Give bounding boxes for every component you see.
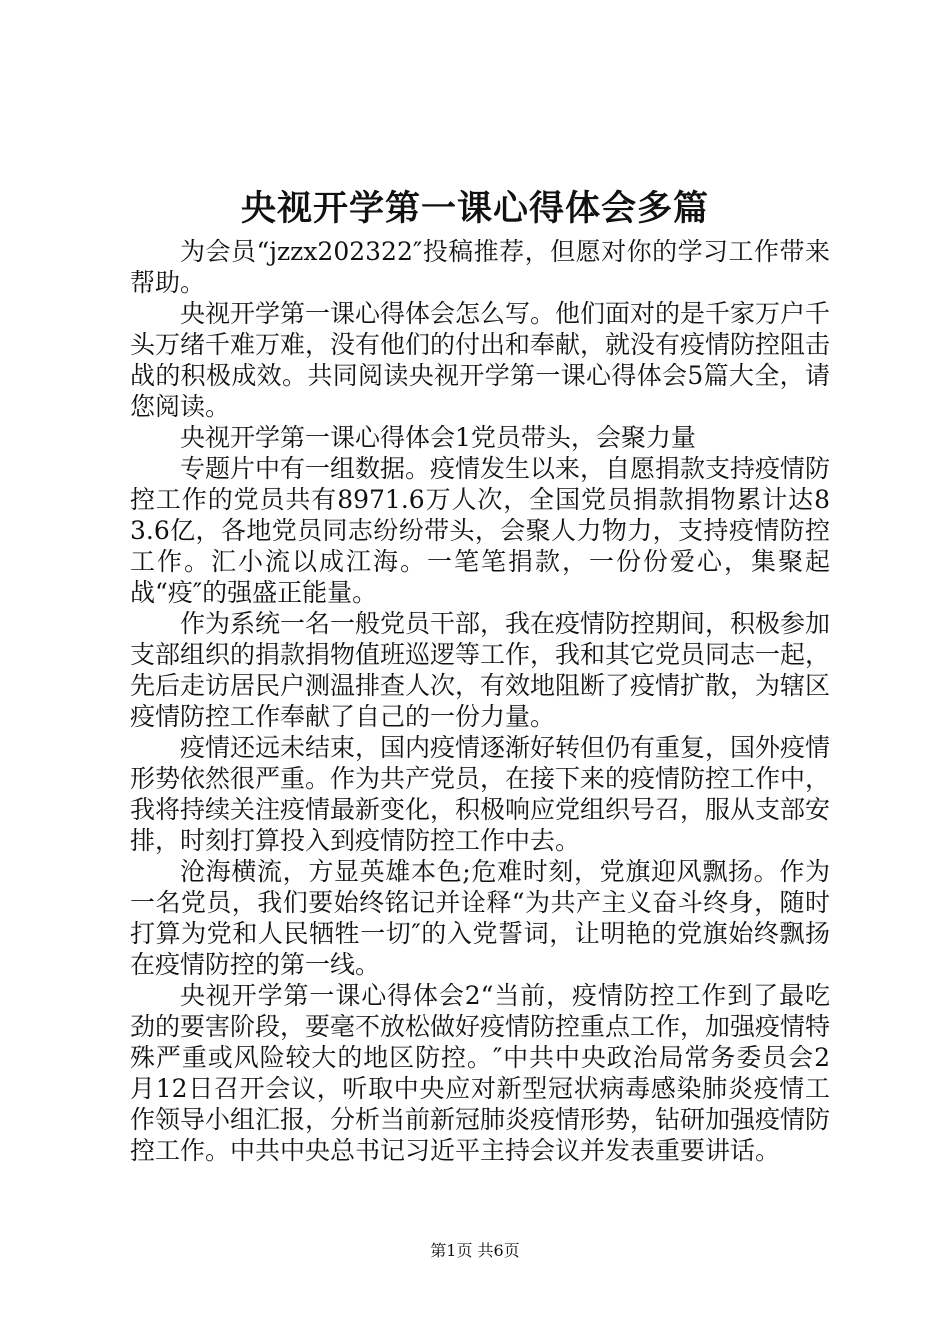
section-heading: 央视开学第一课心得体会1党员带头，会聚力量 <box>180 423 696 452</box>
paragraph: 为会员“jzzx202322″投稿推荐，但愿对你的学习工作带来帮助。 <box>130 237 830 297</box>
paragraph: 疫情还远未结束，国内疫情逐渐好转但仍有重复，国外疫情形势依然很严重。作为共产党员，在接下来的疫情防控工作中，我将持续关注疫情最新变化，积极响应党组织号召，服从支部安排，时刻打算投入到疫情防控工作中去。 <box>130 733 831 855</box>
paragraph: 央视开学第一课心得体会怎么写。他们面对的是千家万户千头万绪千难万难，没有他们的付出和奉献，就没有疫情防控阻击战的积极成效。共同阅读央视开学第一课心得体会5篇大全，请您阅读。 <box>130 299 831 421</box>
document-title: 央视开学第一课心得体会多篇 <box>240 188 709 229</box>
document-body <box>130 236 830 1166</box>
paragraph: 作为系统一名一般党员干部，我在疫情防控期间，积极参加支部组织的捐款捐物值班巡逻等工作，我和其它党员同志一起，先后走访居民户测温排查人次，有效地阻断了疫情扩散，为辖区疫情防控工作奉献了自己的一份力量。 <box>130 609 831 731</box>
page-footer: 第1页 共6页 <box>430 1241 520 1260</box>
paragraph: 专题片中有一组数据。疫情发生以来，自愿捐款支持疫情防控工作的党员共有8971.6万人次，全国党员捐款捐物累计达83.6亿，各地党员同志纷纷带头，会聚人力物力，支持疫情防控工作。汇小流以成江海。一笔笔捐款，一份份爱心，集聚起战“疫″的强盛正能量。 <box>130 454 831 607</box>
paragraph: 沧海横流，方显英雄本色;危难时刻，党旗迎风飘扬。作为一名党员，我们要始终铭记并诠释“为共产主义奋斗终身，随时打算为党和人民牺牲一切″的入党誓词，让明艳的党旗始终飘扬在疫情防控的第一线。 <box>130 857 830 979</box>
paragraph: 央视开学第一课心得体会2“当前，疫情防控工作到了最吃劲的要害阶段，要毫不放松做好疫情防控重点工作，加强疫情特殊严重或风险较大的地区防控。″中共中央政治局常务委员会2月12日召开会议，听取中央应对新型冠状病毒感染肺炎疫情工作领导小组汇报，分析当前新冠肺炎疫情形势，钻研加强疫情防控工作。中共中央总书记习近平主持会议并发表重要讲话。 <box>130 981 831 1165</box>
